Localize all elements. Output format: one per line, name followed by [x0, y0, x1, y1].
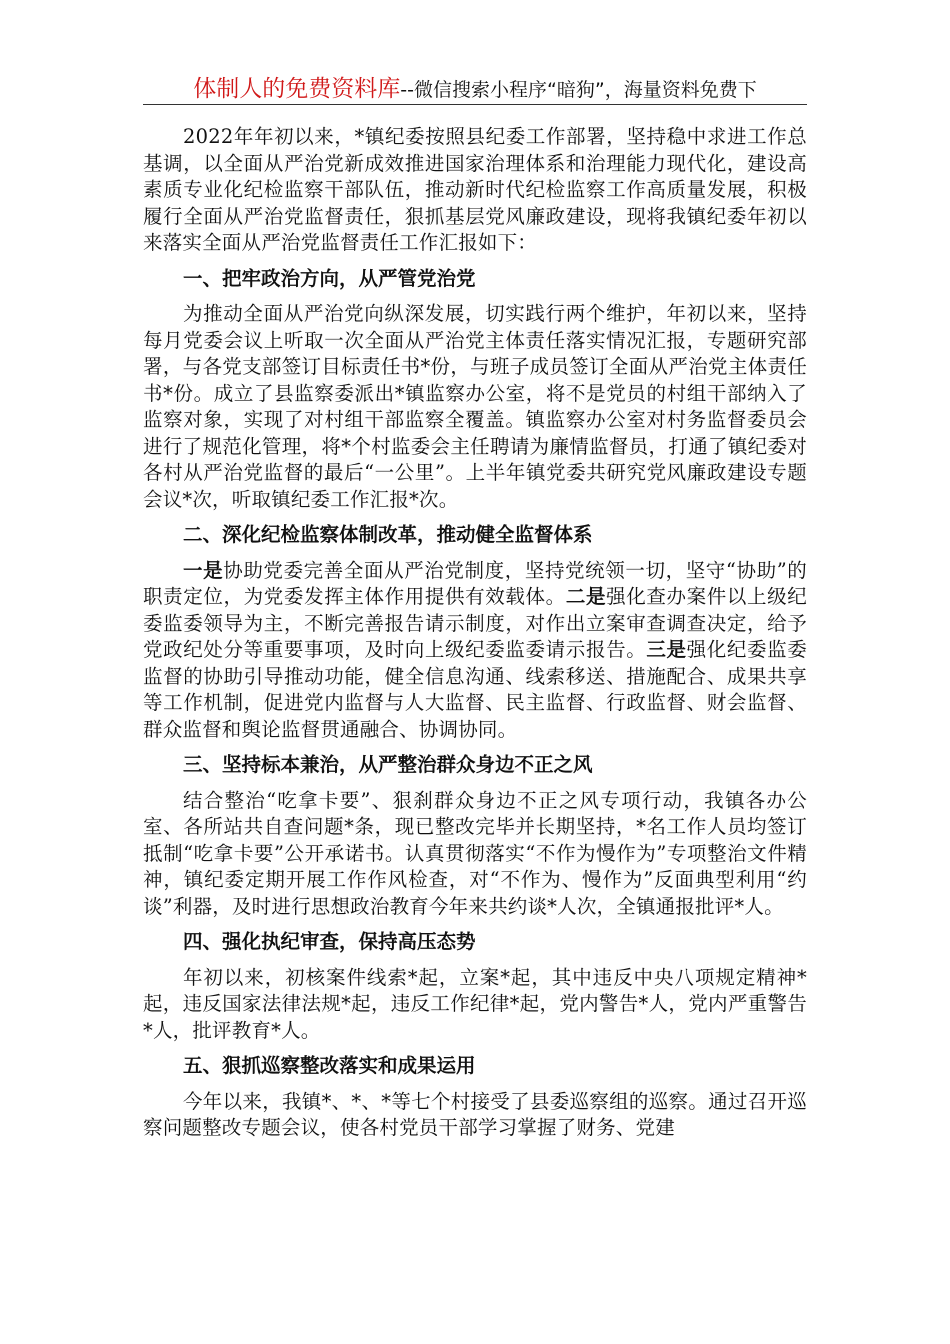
section-heading: 一、把牢政治方向，从严管党治党: [183, 266, 476, 290]
section-paragraph: 年初以来，初核案件线索*起，立案*起，其中违反中央八项规定精神*起，违反国家法律法规*起，违反工作纪律*起，党内警告*人，党内严重警告*人，批评教育*人。: [143, 965, 807, 1042]
lead-label: 三是: [646, 638, 687, 661]
lead-label: 二是: [565, 585, 607, 608]
lead-text: 强化纪委监委监督的协助引导推动功能，健全信息沟通、线索移送、措施配合、成果共享等工作机制，促进党内监督与人大监督、民主监督、行政监督、财会监督、群众监督和舆论监督贯通融合、协调协同。: [143, 638, 807, 741]
intro-paragraph: 2022年年初以来，*镇纪委按照县纪委工作部署，坚持稳中求进工作总基调，以全面从严治党新成效推进国家治理体系和治理能力现代化，建设高素质专业化纪检监察干部队伍，推动新时代纪检监察工作高质量发展，积极履行全面从严治党监督责任，狠抓基层党风廉政建设，现将我镇纪委年初以来落实全面从严治党监督责任工作汇报如下：: [143, 125, 807, 254]
lead-label: 一是: [183, 558, 224, 582]
lead-text: 强化查办案件以上级纪委监委领导为主，不断完善报告请示制度，对作出立案审查调查决定，给予党政纪处分等重要事项，及时向上级纪委监委请示报告。: [143, 585, 807, 661]
section-paragraph: 今年以来，我镇*、*、*等七个村接受了县委巡察组的巡察。通过召开巡察问题整改专题会议，使各村党员干部学习掌握了财务、党建: [143, 1089, 807, 1139]
section-heading: 四、强化执纪审查，保持高压态势: [183, 930, 476, 953]
header-brand: 体制人的免费资料库: [193, 76, 401, 102]
section-paragraph: 结合整治“吃拿卡要”、狠刹群众身边不正之风专项行动，我镇各办公室、各所站共自查问题*条，现已整改完毕并长期坚持，*名工作人员均签订抵制“吃拿卡要”公开承诺书。认真贯彻落实“不作为慢作为”专项整治文件精神，镇纪委定期开展工作作风检查，对“不作为、慢作为”反面典型利用“约谈”利器，及时进行思想政治教育今年来共约谈*人次，全镇通报批评*人。: [143, 788, 807, 918]
page-header: [143, 70, 807, 105]
section-heading: 三、坚持标本兼治，从严整治群众身边不正之风: [183, 753, 593, 776]
section-heading: 二、深化纪检监察体制改革，推动健全监督体系: [183, 523, 593, 546]
section-heading: 五、狠抓巡察整改落实和成果运用: [183, 1054, 476, 1077]
document-body: [143, 124, 807, 1142]
header-tagline: --微信搜索小程序“暗狗”，海量资料免费下: [400, 79, 757, 101]
lead-text: 协助党委完善全面从严治党制度，坚持党统领一切，坚守“协助”的职责定位，为党委发挥主体作用提供有效载体。: [143, 558, 807, 608]
section-paragraph: [143, 558, 807, 744]
section-paragraph: 为推动全面从严治党向纵深发展，切实践行两个维护，年初以来，坚持每月党委会议上听取一次全面从严治党主体责任落实情况汇报，专题研究部署，与各党支部签订目标责任书*份，与班子成员签订全面从严治党主体责任书*份。成立了县监察委派出*镇监察办公室，将不是党员的村组干部纳入了监察对象，实现了对村组干部监察全覆盖。镇监察办公室对村务监督委员会进行了规范化管理，将*个村监委会主任聘请为廉情监督员，打通了镇纪委对各村从严治党监督的最后“一公里”。上半年镇党委共研究党风廉政建设专题会议*次，听取镇纪委工作汇报*次。: [143, 302, 807, 511]
